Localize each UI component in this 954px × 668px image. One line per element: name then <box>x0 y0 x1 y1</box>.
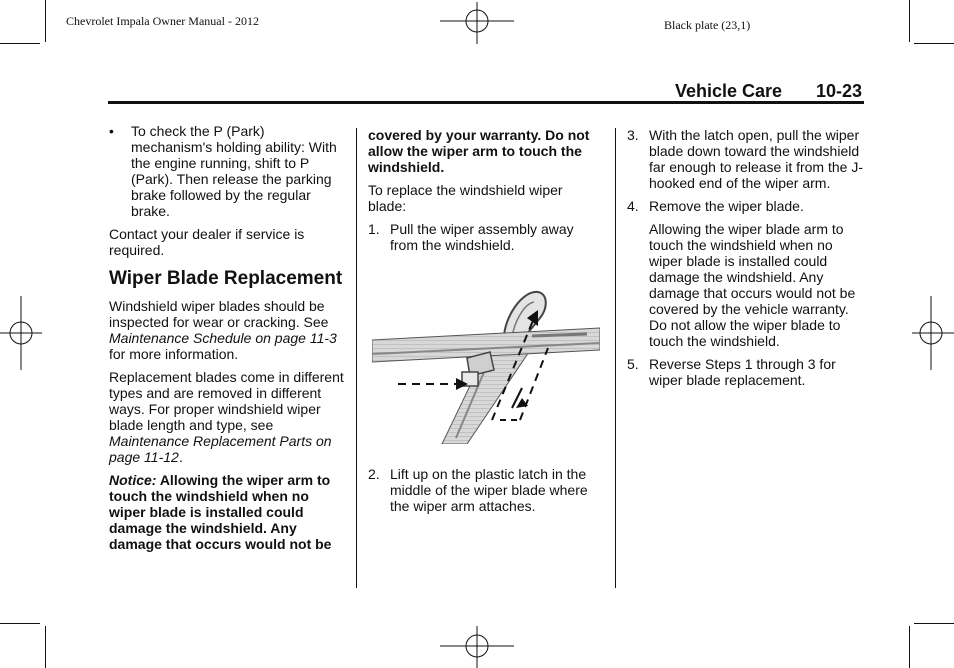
plate-label: Black plate (23,1) <box>664 18 751 32</box>
column-divider <box>356 128 357 588</box>
crop-mark <box>909 0 910 42</box>
notice-text: Allowing the wiper arm to touch the windshield when no wiper blade is installed could damage the windshield. Any damage that occurs would not be <box>109 472 332 552</box>
crop-mark <box>914 43 954 44</box>
crop-mark <box>0 43 40 44</box>
intro-text: To replace the windshield wiper blade: <box>368 182 563 214</box>
crop-mark <box>45 626 46 668</box>
step-note: Allowing the wiper blade arm to touch the windshield when no wiper blade is installed could damage the windshield. Any damage that occurs would not be covered by the vehicle warranty. Do not allow the wiper blade to touch the windshield. <box>649 221 856 349</box>
step-text: Pull the wiper assembly away from the windshield. <box>390 221 574 253</box>
list-item <box>109 123 347 219</box>
step-item <box>627 356 863 388</box>
step-item <box>368 466 604 514</box>
crop-mark <box>914 623 954 624</box>
step-number: 4. <box>627 198 639 214</box>
notice-continued: covered by your warranty. Do not allow the wiper arm to touch the windshield. <box>368 127 590 175</box>
step-text: Remove the wiper blade. <box>649 198 804 214</box>
section-title: Vehicle Care <box>675 81 783 101</box>
bullet-text: To check the P (Park) mechanism's holding ability: With the engine running, shift to P (Park). Then release the parking brake followed by the regular brake. <box>131 123 337 219</box>
notice-paragraph <box>109 472 347 552</box>
column-2 <box>368 127 604 260</box>
page-number: 10-23 <box>816 81 863 101</box>
step-item <box>368 221 604 253</box>
step-text: Reverse Steps 1 through 3 for wiper blade replacement. <box>649 356 836 388</box>
section-heading: Wiper Blade Replacement <box>109 268 343 289</box>
contact-dealer-text: Contact your dealer if service is required. <box>109 226 305 258</box>
step-item <box>627 127 863 191</box>
paragraph: Replacement blades come in different types and are removed in different ways. For proper windshield wiper blade length and type, see Maintenance Replacement Parts on page 11-12. <box>109 369 344 465</box>
registration-mark-icon <box>440 2 516 46</box>
cross-reference-link[interactable]: Maintenance Replacement Parts on page 11-12 <box>109 433 332 465</box>
step-text: Lift up on the plastic latch in the middle of the wiper blade where the wiper arm attaches. <box>390 466 588 514</box>
notice-label: Notice: <box>109 472 157 488</box>
crop-mark <box>45 0 46 42</box>
wiper-illustration <box>372 288 600 444</box>
step-number: 3. <box>627 127 639 143</box>
step-text: With the latch open, pull the wiper blade down toward the windshield far enough to release it from the J-hooked end of the wiper arm. <box>649 127 863 191</box>
step-number: 2. <box>368 466 380 482</box>
cross-reference-link[interactable]: Maintenance Schedule on page 11-3 <box>109 330 337 346</box>
step-item <box>627 198 863 214</box>
step-number: 5. <box>627 356 639 372</box>
bullet-icon: • <box>109 123 114 139</box>
crop-mark <box>0 623 40 624</box>
step-number: 1. <box>368 221 380 237</box>
column-divider <box>615 128 616 588</box>
registration-mark-icon <box>440 626 516 668</box>
registration-mark-icon <box>0 296 44 372</box>
crop-mark <box>909 626 910 668</box>
column-1 <box>109 123 347 559</box>
registration-mark-icon <box>910 296 954 372</box>
paragraph: Windshield wiper blades should be inspected for wear or cracking. See Maintenance Schedule on page 11-3 for more information. <box>109 298 337 362</box>
header-rule <box>108 101 864 104</box>
column-3 <box>627 127 863 395</box>
column-2-lower <box>368 466 604 521</box>
manual-title: Chevrolet Impala Owner Manual - 2012 <box>66 14 259 28</box>
